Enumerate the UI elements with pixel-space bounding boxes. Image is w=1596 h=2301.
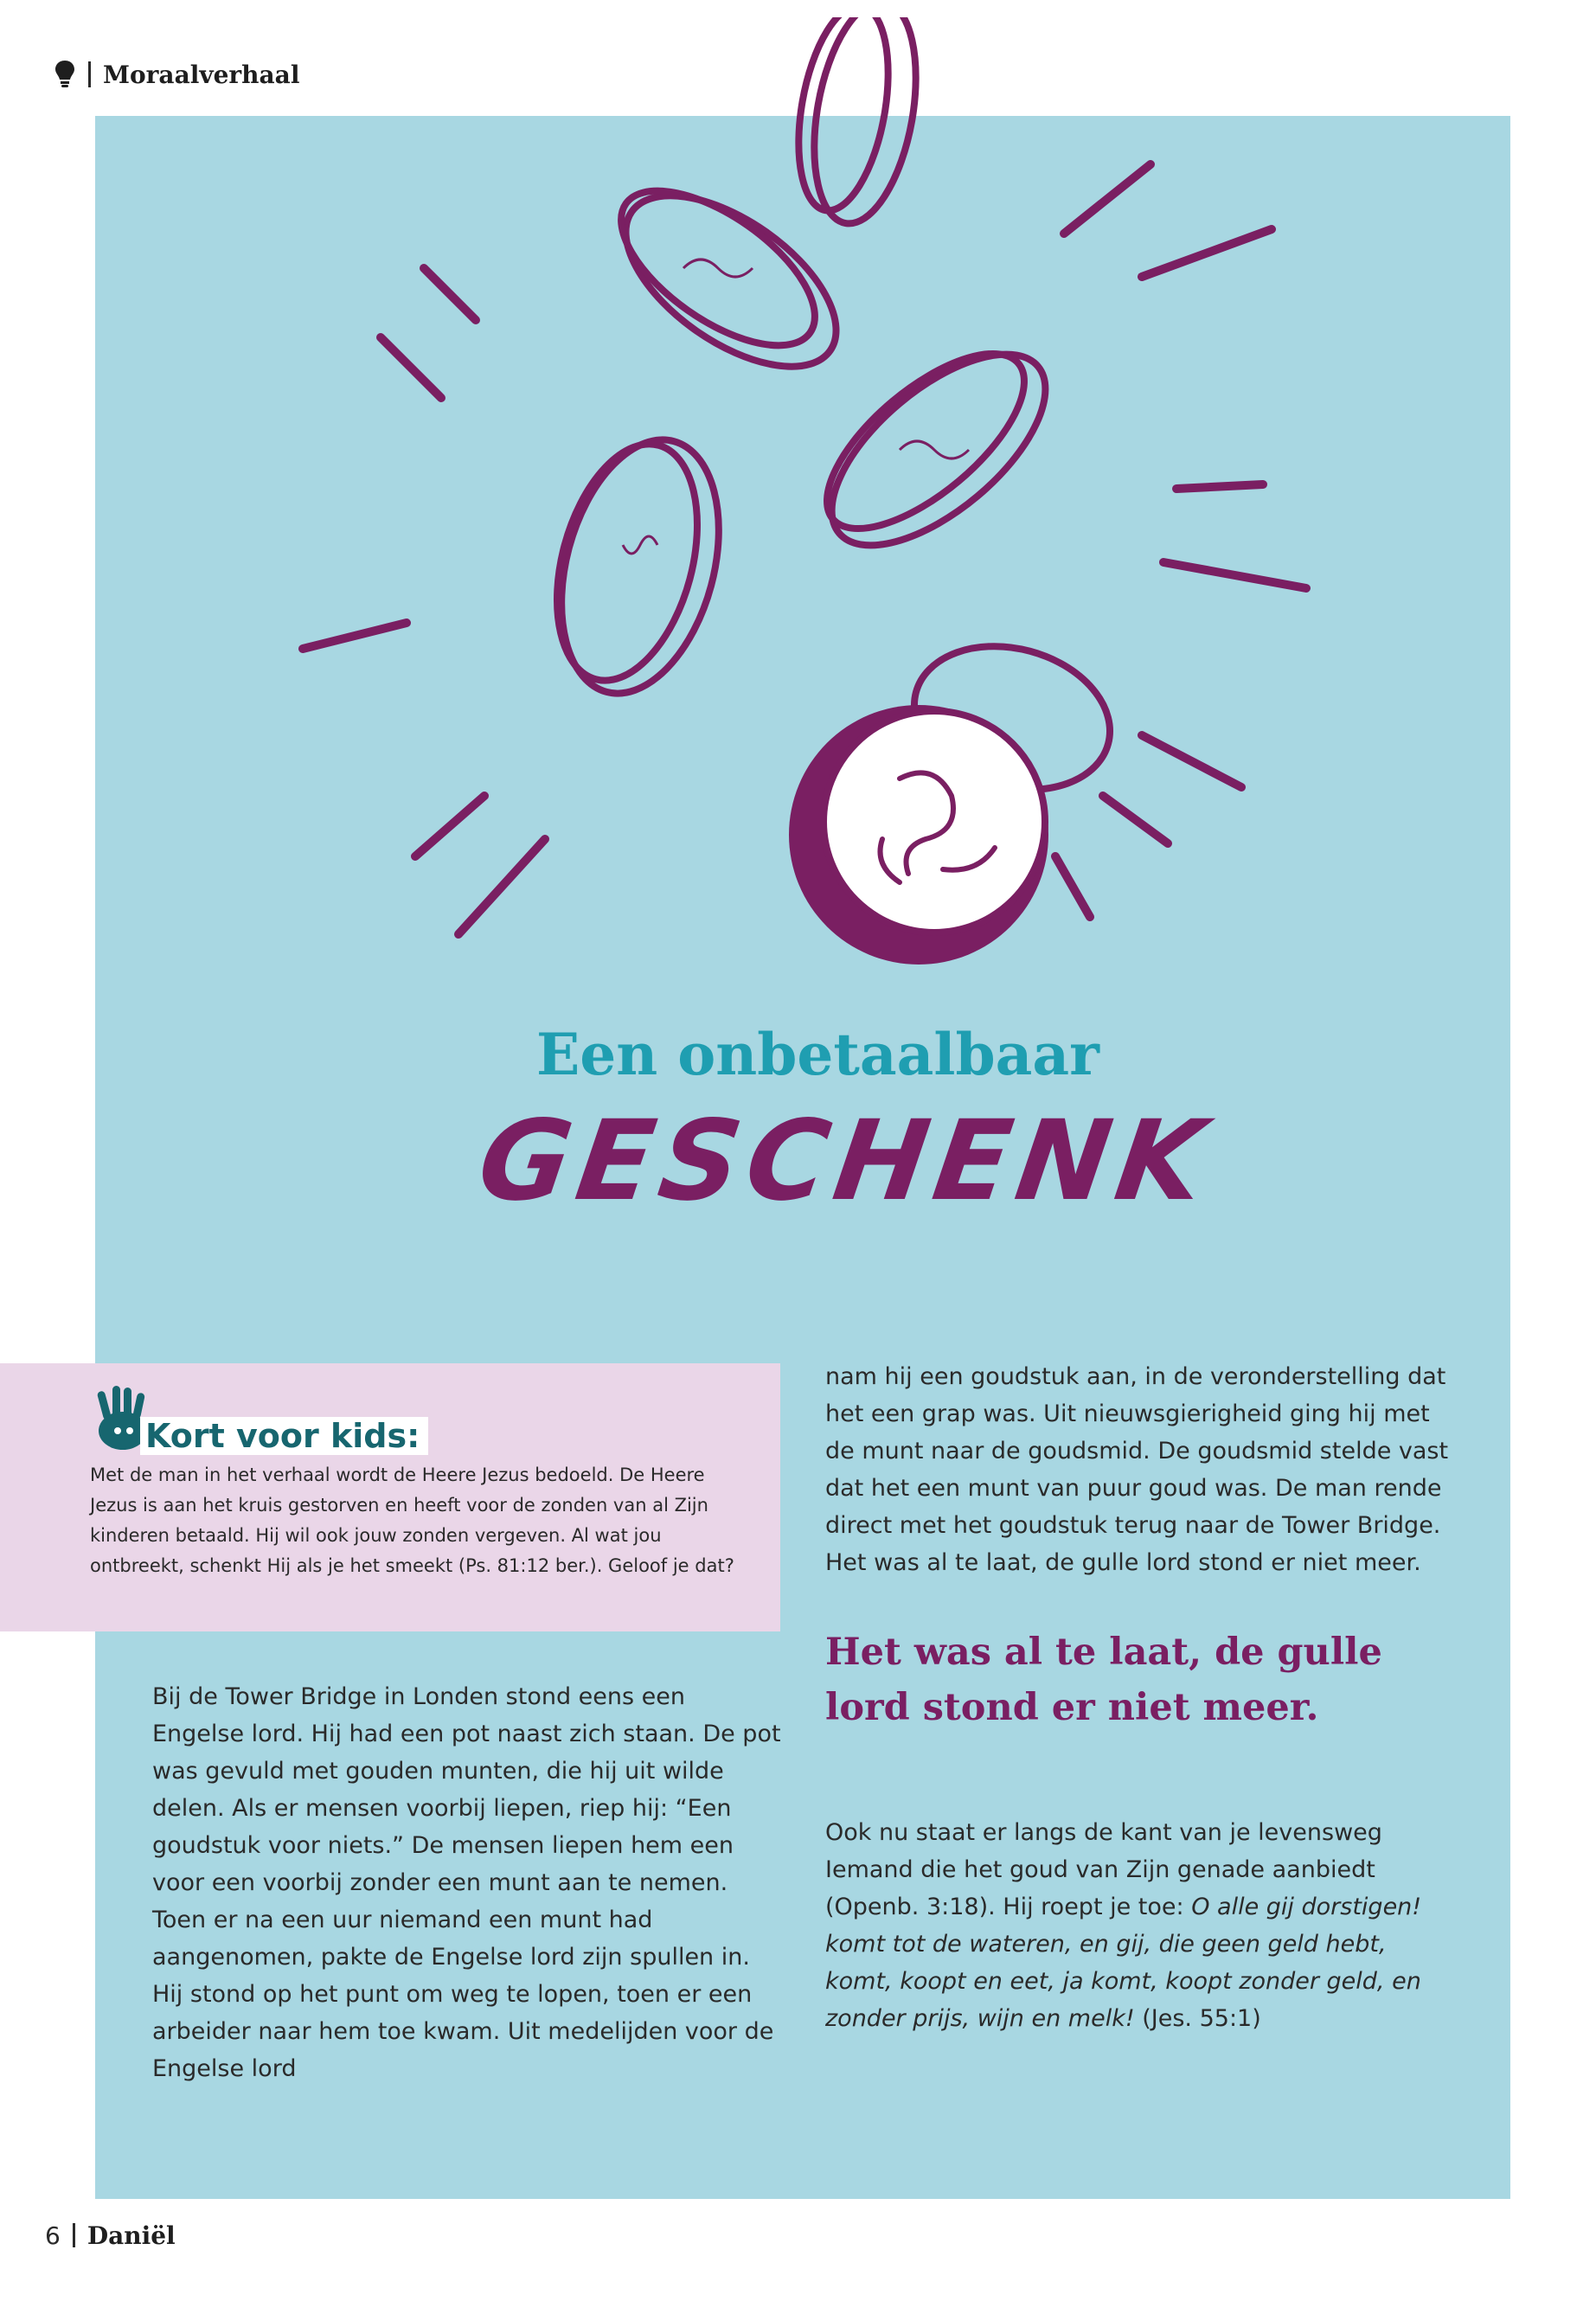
falling-coins-illustration (277, 17, 1349, 977)
scripture-reference: (Jes. 55:1) (1134, 2005, 1261, 2032)
body-column-right (825, 1358, 1465, 1581)
section-label: Moraalverhaal (103, 60, 300, 89)
body-column-left (152, 1678, 784, 2087)
article-title-emphasis: GESCHENK (471, 1097, 1219, 1226)
body-paragraph (825, 1814, 1448, 2037)
kids-text: Met de man in het verhaal wordt de Heere Jezus bedoeld. De Heere Jezus is aan het kruis gestorven en heeft voor de zonden van al Zijn kinderen betaald. Hij wil ook jouw zonden vergeven. Al wat jou ontbreekt, schenkt Hij als je het smeekt (Ps. 81:12 ber.). Geloof je dat? (90, 1465, 734, 1576)
article-title: Een onbetaalbaar (536, 1021, 1099, 1088)
body-paragraph: nam hij een goudstuk aan, in de veronderstelling dat het een grap was. Uit nieuwsgierigheid ging hij met de munt naar de goudsmid. De goudsmid stelde vast dat het een munt van puur goud was. De man rende direct met het goudstuk terug naar de Tower Bridge. Het was al te laat, de gulle lord stond er niet meer. (825, 1363, 1449, 1576)
paragraph-text: Ook nu staat er langs de kant van je levensweg Iemand die het goud van Zijn genade aanbiedt (Openb. 3:18). Hij roept je toe: (825, 1819, 1382, 1920)
lightbulb-icon (54, 59, 76, 90)
header-divider (88, 61, 91, 87)
kids-title: Kort voor kids: (140, 1417, 428, 1455)
pull-quote: Het was al te laat, de gulle lord stond er niet meer. (825, 1631, 1382, 1729)
page-header (54, 57, 299, 92)
magazine-name: Daniël (87, 2221, 176, 2250)
page-footer (45, 2220, 176, 2251)
body-column-right-continued (825, 1791, 1448, 2061)
kids-heading (90, 1386, 428, 1455)
scripture-quote: O alle gij dorstigen! komt tot de wateren, en gij, die geen geld hebt, komt, koopt en eet, ja komt, koopt zonder geld, en zonder prijs, wijn en melk! (825, 1894, 1422, 2032)
footer-divider (73, 2223, 75, 2247)
body-paragraph: Bij de Tower Bridge in Londen stond eens een Engelse lord. Hij had een pot naast zich staan. De pot was gevuld met gouden munten, die hij uit wilde delen. Als er mensen voorbij liepen, riep hij: “Een goudstuk voor niets.” De mensen liepen hem een voor een voorbij zonder een munt aan te nemen. Toen er na een uur niemand een munt had aangenomen, pakte de Engelse lord zijn spullen in. Hij stond op het punt om weg te lopen, toen er een arbeider naar hem toe kwam. Uit medelijden voor de Engelse lord (152, 1683, 781, 2082)
page-number: 6 (45, 2221, 61, 2250)
